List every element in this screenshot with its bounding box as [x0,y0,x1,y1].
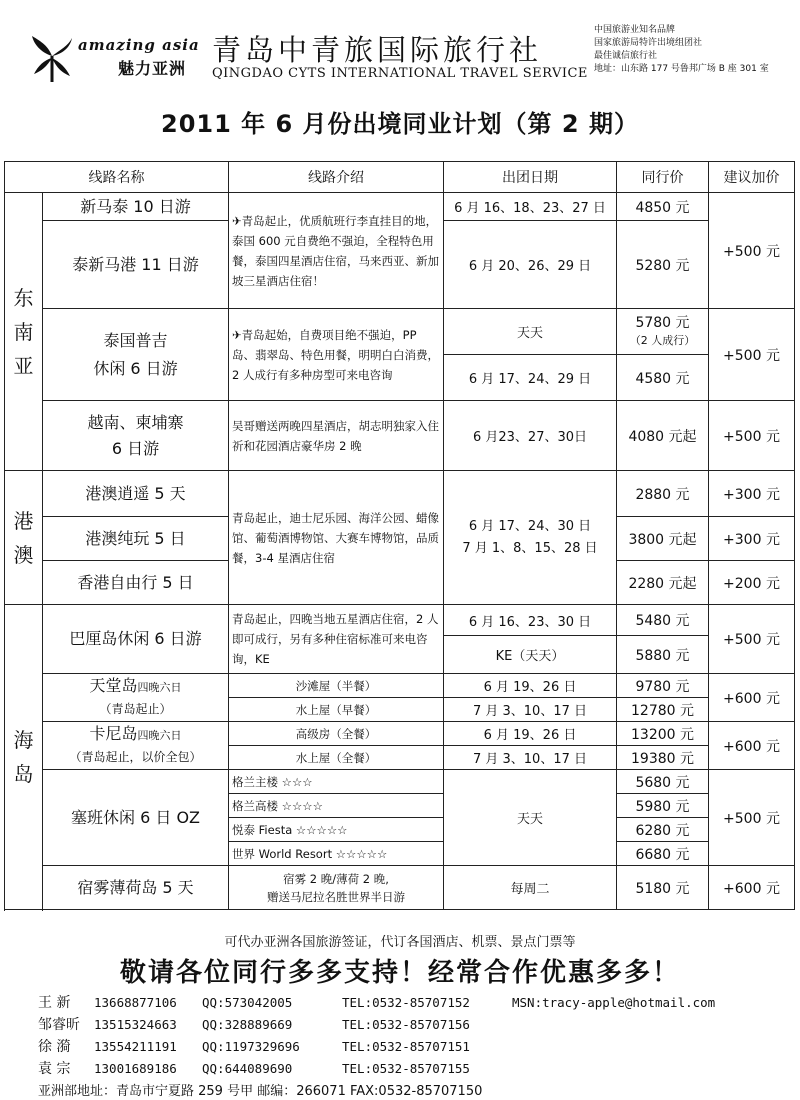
route-name: 香港自由行 5 日 [43,561,229,605]
route-intro: 青岛起止，四晚当地五星酒店住宿，2 人即可成行，另有多种住宿标准可来电咨询，KE [229,605,444,674]
tour-plan-table [4,161,795,910]
trade-price: 4080 元起 [617,401,709,471]
trade-price: 6680 元 [617,842,709,866]
route-name: 港澳逍遥 5 天 [43,471,229,517]
table-row [5,722,795,746]
contact-row [38,1014,715,1036]
departure-date: 天天 [444,770,617,866]
office-address: 亚洲部地址：青岛市宁夏路 259 号甲 邮编：266071 FAX:0532-85707150 [38,1084,483,1099]
logo-chinese: 魅力亚洲 [118,59,187,78]
hotel-option: 世界 World Resort ☆☆☆☆☆ [229,842,444,866]
route-name: 泰新马港 11 日游 [43,221,229,309]
logo-english: amazing asia [78,36,200,54]
departure-date: 6 月 16、23、30 日 [444,605,617,636]
room-type: 高级房（全餐） [229,722,444,746]
departure-date: 6 月23、27、30日 [444,401,617,471]
table-row [5,471,795,517]
departure-date: 7 月 3、10、17 日 [444,698,617,722]
departure-date: 7 月 3、10、17 日 [444,746,617,770]
col-departure-date: 出团日期 [444,162,617,193]
table-row [5,770,795,794]
route-name [43,674,229,722]
contact-tel: TEL:0532-85707152 [342,995,470,1010]
trade-price: 6280 元 [617,818,709,842]
island-name: 卡尼岛 [89,724,138,743]
island-name: 天堂岛 [89,676,138,695]
departure-date: 6 月 19、26 日 [444,722,617,746]
trade-price: 5480 元 [617,605,709,636]
suggested-markup: +300 元 [709,471,795,517]
company-name-cn: 青岛中青旅国际旅行社 [212,33,543,67]
region-hk-macau: 港 澳 [5,471,43,605]
trade-price: 5980 元 [617,794,709,818]
room-type: 水上屋（全餐） [229,746,444,770]
region-islands: 海 岛 [5,605,43,910]
region-southeast-asia: 东 南 亚 [5,193,43,471]
contact-qq: QQ:573042005 [202,995,293,1010]
route-intro: 青岛起止，迪士尼乐园、海洋公园、蜡像馆、葡萄酒博物馆、大赛车博物馆，品质餐，3-4 星酒店住宿 [229,471,444,605]
table-row [5,309,795,355]
contact-row [38,1036,715,1058]
brand-line: 最佳诚信旅行社 [594,51,658,61]
island-note: （青岛起止） [99,702,172,716]
trade-price: 9780 元 [617,674,709,698]
island-days: 四晚六日 [137,729,182,742]
suggested-markup: +500 元 [709,309,795,401]
price-note: （2 人成行） [629,333,696,347]
table-header-row [5,162,795,193]
col-suggested-markup: 建议加价 [709,162,795,193]
suggested-markup: +500 元 [709,605,795,674]
contact-mobile: 13668877106 [94,995,177,1010]
contact-list [38,992,715,1080]
company-logo [24,32,204,92]
suggested-markup: +500 元 [709,401,795,471]
route-name: 宿雾薄荷岛 5 天 [43,866,229,910]
trade-price: 2280 元起 [617,561,709,605]
departure-date: 天天 [444,309,617,355]
room-type: 沙滩屋（半餐） [229,674,444,698]
contact-name: 邹睿昕 [38,1017,80,1033]
palm-leaf-icon [30,34,74,84]
table-row [5,401,795,471]
room-type: 水上屋（早餐） [229,698,444,722]
suggested-markup: +600 元 [709,674,795,722]
table-row [5,193,795,221]
route-name: 塞班休闲 6 日 OZ [43,770,229,866]
trade-price: 5180 元 [617,866,709,910]
company-name-en: QINGDAO CYTS INTERNATIONAL TRAVEL SERVICE [212,66,588,81]
departure-date: 6 月 16、18、23、27 日 [444,193,617,221]
route-name: 巴厘岛休闲 6 日游 [43,605,229,674]
departure-date: 6 月 17、24、30 日 7 月 1、8、15、28 日 [444,471,617,605]
contact-name: 袁 宗 [38,1061,71,1077]
route-intro: 吴哥赠送两晚四星酒店，胡志明独家入住祈和花园酒店豪华房 2 晚 [229,401,444,471]
brand-line: 国家旅游局特许出境组团社 [594,38,703,48]
departure-date: 6 月 17、24、29 日 [444,355,617,401]
suggested-markup: +200 元 [709,561,795,605]
trade-price: 19380 元 [617,746,709,770]
col-route-name: 线路名称 [5,162,229,193]
contact-row [38,992,715,1014]
col-route-intro: 线路介绍 [229,162,444,193]
contact-qq: QQ:644089690 [202,1061,293,1076]
table-row [5,674,795,698]
route-name: 越南、柬埔寨 6 日游 [43,401,229,471]
island-note: （青岛起止，以价全包） [69,750,202,764]
contact-tel: TEL:0532-85707155 [342,1061,470,1076]
contact-mobile: 13554211191 [94,1039,177,1054]
trade-price [617,309,709,355]
contact-qq: QQ:1197329696 [202,1039,300,1054]
trade-price: 4580 元 [617,355,709,401]
contact-tel: TEL:0532-85707156 [342,1017,470,1032]
island-days: 四晚六日 [137,681,182,694]
contact-row [38,1058,715,1080]
col-trade-price: 同行价 [617,162,709,193]
route-intro: 宿雾 2 晚/薄荷 2 晚, 赠送马尼拉名胜世界半日游 [229,866,444,910]
route-name: 泰国普吉 休闲 6 日游 [43,309,229,401]
trade-price: 4850 元 [617,193,709,221]
departure-date: KE（天天） [444,636,617,674]
route-name [43,722,229,770]
trade-price: 12780 元 [617,698,709,722]
brand-line: 地址：山东路 177 号鲁邦广场 B 座 301 室 [594,64,769,74]
hotel-option: 悦泰 Fiesta ☆☆☆☆☆ [229,818,444,842]
brand-line: 中国旅游业知名品牌 [594,25,676,35]
contact-qq: QQ:328889669 [202,1017,293,1032]
brand-info [594,24,769,76]
route-intro: ✈青岛起始，自费项目绝不强迫，PP 岛、翡翠岛、特色用餐，明明白白消费，2 人成行有多种房型可来电咨询 [229,309,444,401]
price-value: 5780 元 [635,314,690,331]
route-intro: ✈青岛起止，优质航班行李直挂目的地，泰国 600 元自费绝不强迫，全程特色用餐，泰国四星酒店住宿，马来西亚、新加坡三星酒店住宿！ [229,193,444,309]
trade-price: 2880 元 [617,471,709,517]
route-name: 港澳纯玩 5 日 [43,517,229,561]
contact-mobile: 13515324663 [94,1017,177,1032]
departure-date: 6 月 19、26 日 [444,674,617,698]
suggested-markup: +600 元 [709,722,795,770]
letterhead [0,0,800,90]
suggested-markup: +600 元 [709,866,795,910]
contact-mobile: 13001689186 [94,1061,177,1076]
contact-tel: TEL:0532-85707151 [342,1039,470,1054]
contact-name: 徐 漪 [38,1039,71,1055]
trade-price: 5880 元 [617,636,709,674]
contact-msn: MSN:tracy-apple@hotmail.com [512,995,716,1010]
slogan: 敬请各位同行多多支持！经常合作优惠多多！ [119,958,680,988]
table-row [5,866,795,910]
suggested-markup: +500 元 [709,770,795,866]
suggested-markup: +300 元 [709,517,795,561]
departure-date: 每周二 [444,866,617,910]
hotel-option: 格兰高楼 ☆☆☆☆ [229,794,444,818]
trade-price: 3800 元起 [617,517,709,561]
page-title: 2011 年 6 月份出境同业计划（第 2 期） [161,110,639,138]
table-row [5,605,795,636]
contact-name: 王 新 [38,995,71,1011]
trade-price: 5280 元 [617,221,709,309]
services-note: 可代办亚洲各国旅游签证，代订各国酒店、机票、景点门票等 [224,935,576,950]
suggested-markup: +500 元 [709,193,795,309]
trade-price: 13200 元 [617,722,709,746]
departure-date: 6 月 20、26、29 日 [444,221,617,309]
hotel-option: 格兰主楼 ☆☆☆ [229,770,444,794]
route-name: 新马泰 10 日游 [43,193,229,221]
trade-price: 5680 元 [617,770,709,794]
